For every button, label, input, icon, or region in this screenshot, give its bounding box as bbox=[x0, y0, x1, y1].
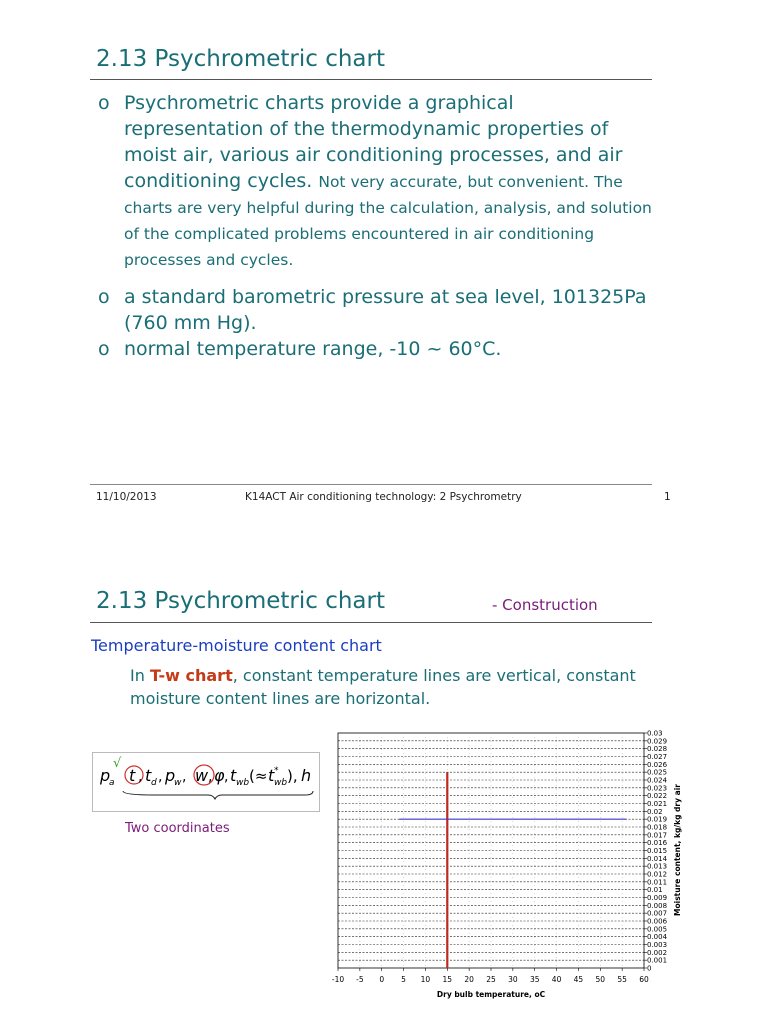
formula-graphic bbox=[93, 753, 319, 811]
bullet-text: normal temperature range, -10 ~ 60°C. bbox=[124, 338, 502, 360]
y-tick-label: 0.01 bbox=[647, 886, 663, 895]
x-axis-label: Dry bulb temperature, oC bbox=[436, 990, 546, 999]
x-tick-label: 0 bbox=[379, 975, 385, 984]
x-tick-label: 20 bbox=[464, 975, 474, 984]
bullet-text bbox=[124, 90, 658, 272]
y-tick-label: 0.016 bbox=[647, 839, 668, 848]
y-tick-label: 0.023 bbox=[647, 784, 668, 793]
y-tick-label: 0.024 bbox=[647, 776, 668, 785]
bullet-marker: o bbox=[98, 338, 110, 360]
svg-text:,: , bbox=[208, 769, 213, 785]
x-tick-label: 40 bbox=[551, 975, 562, 984]
slide1-footer-rule bbox=[90, 484, 652, 485]
slide2-subtitle: - Construction bbox=[492, 596, 598, 614]
y-tick-label: 0.02 bbox=[647, 807, 663, 816]
y-tick-label: 0.006 bbox=[647, 917, 668, 926]
svg-text:p: p bbox=[165, 766, 176, 785]
y-tick-label: 0.026 bbox=[647, 760, 668, 769]
svg-text:,: , bbox=[158, 769, 163, 785]
y-tick-label: 0.03 bbox=[647, 729, 663, 738]
y-tick-label: 0.005 bbox=[647, 925, 668, 934]
x-tick-label: 10 bbox=[420, 975, 431, 984]
x-tick-label: 15 bbox=[442, 975, 453, 984]
y-tick-label: 0.004 bbox=[647, 933, 668, 942]
y-tick-label: 0.022 bbox=[647, 792, 668, 801]
svg-text:,: , bbox=[224, 769, 229, 785]
footer-course: K14ACT Air conditioning technology: 2 Psychrometry bbox=[245, 491, 522, 503]
svg-text:,: , bbox=[182, 769, 187, 785]
x-tick-label: 5 bbox=[401, 975, 406, 984]
slide2-title: 2.13 Psychrometric chart bbox=[96, 588, 385, 614]
x-tick-label: 45 bbox=[573, 975, 584, 984]
x-tick-label: 25 bbox=[486, 975, 496, 984]
svg-text:wb: wb bbox=[236, 778, 250, 788]
y-tick-label: 0.027 bbox=[647, 753, 668, 761]
footer-date: 11/10/2013 bbox=[96, 491, 157, 503]
y-tick-label: 0.028 bbox=[647, 745, 668, 754]
slide1-bullet-3 bbox=[98, 336, 658, 362]
x-tick-label: 60 bbox=[639, 975, 649, 984]
y-tick-label: 0 bbox=[647, 964, 652, 973]
y-tick-label: 0.009 bbox=[647, 894, 668, 902]
y-tick-label: 0.001 bbox=[647, 956, 668, 965]
slide1-title: 2.13 Psychrometric chart bbox=[96, 46, 385, 72]
y-tick-label: 0.014 bbox=[647, 854, 668, 863]
y-tick-label: 0.029 bbox=[647, 737, 668, 746]
bullet-main-text: Psychrometric charts provide a graphical representation of the thermodynamic properties of moist air, various air conditioning processes, and air conditioning cycles. bbox=[124, 92, 623, 192]
y-tick-label: 0.021 bbox=[647, 800, 668, 808]
section-heading: Temperature-moisture content chart bbox=[91, 636, 382, 655]
y-tick-label: 0.007 bbox=[647, 909, 668, 918]
x-tick-label: 50 bbox=[595, 975, 606, 984]
svg-text:,: , bbox=[138, 769, 143, 785]
svg-text:φ: φ bbox=[214, 766, 225, 785]
svg-text:t: t bbox=[230, 766, 237, 785]
svg-text:w: w bbox=[195, 766, 209, 785]
svg-text:h: h bbox=[301, 766, 312, 785]
svg-text:t: t bbox=[145, 766, 152, 785]
y-tick-label: 0.012 bbox=[647, 870, 668, 879]
y-tick-label: 0.019 bbox=[647, 815, 668, 824]
svg-text:t: t bbox=[129, 766, 136, 785]
bullet-marker: o bbox=[98, 286, 110, 308]
svg-text:*: * bbox=[274, 766, 279, 776]
y-axis-label: Moisture content, kg/kg dry air bbox=[673, 784, 682, 916]
slide1-bullet-2 bbox=[98, 284, 658, 336]
svg-text:wb: wb bbox=[274, 778, 288, 788]
slide1-bullet-1 bbox=[98, 90, 658, 272]
y-tick-label: 0.025 bbox=[647, 768, 668, 777]
formula-image bbox=[92, 752, 320, 812]
svg-text:p: p bbox=[100, 766, 111, 785]
y-tick-label: 0.011 bbox=[647, 878, 668, 887]
bullet-marker: o bbox=[98, 92, 110, 114]
y-tick-label: 0.017 bbox=[647, 831, 668, 840]
footer-page-number: 1 bbox=[664, 491, 671, 503]
y-tick-label: 0.018 bbox=[647, 823, 668, 832]
x-tick-label: -5 bbox=[356, 975, 364, 984]
x-tick-label: 55 bbox=[617, 975, 627, 984]
tw-chart bbox=[326, 724, 696, 1004]
y-tick-label: 0.008 bbox=[647, 901, 668, 910]
slide2-title-rule bbox=[90, 622, 652, 623]
bullet-text: a standard barometric pressure at sea level, 101325Pa (760 mm Hg). bbox=[124, 286, 647, 334]
intro-pre: In bbox=[130, 666, 150, 685]
svg-text:w: w bbox=[174, 778, 182, 788]
y-tick-label: 0.002 bbox=[647, 948, 668, 957]
svg-text:t: t bbox=[268, 766, 275, 785]
svg-text:),: ), bbox=[287, 767, 298, 785]
intro-highlight: T-w chart bbox=[149, 666, 233, 685]
y-tick-label: 0.013 bbox=[647, 862, 668, 871]
svg-text:a: a bbox=[109, 778, 115, 788]
x-tick-label: 30 bbox=[508, 975, 518, 984]
bullet-small-text: Not very accurate, but convenient. The charts are very helpful during the calculation, analysis, and solution of the complicated problems encountered in air conditioning processes and cycles. bbox=[124, 173, 652, 269]
slide1-title-rule bbox=[90, 79, 652, 80]
svg-text:√: √ bbox=[113, 756, 122, 771]
intro-post: , constant temperature lines are vertical, constant moisture content lines are horizontal. bbox=[130, 666, 636, 708]
x-tick-label: -10 bbox=[331, 975, 345, 984]
svg-text:d: d bbox=[151, 778, 157, 788]
x-tick-label: 35 bbox=[529, 975, 540, 984]
formula-caption: Two coordinates bbox=[125, 821, 230, 836]
svg-text:(≈: (≈ bbox=[249, 767, 268, 785]
y-tick-label: 0.015 bbox=[647, 847, 668, 855]
tw-chart-description bbox=[130, 664, 650, 710]
y-tick-label: 0.003 bbox=[647, 941, 668, 949]
